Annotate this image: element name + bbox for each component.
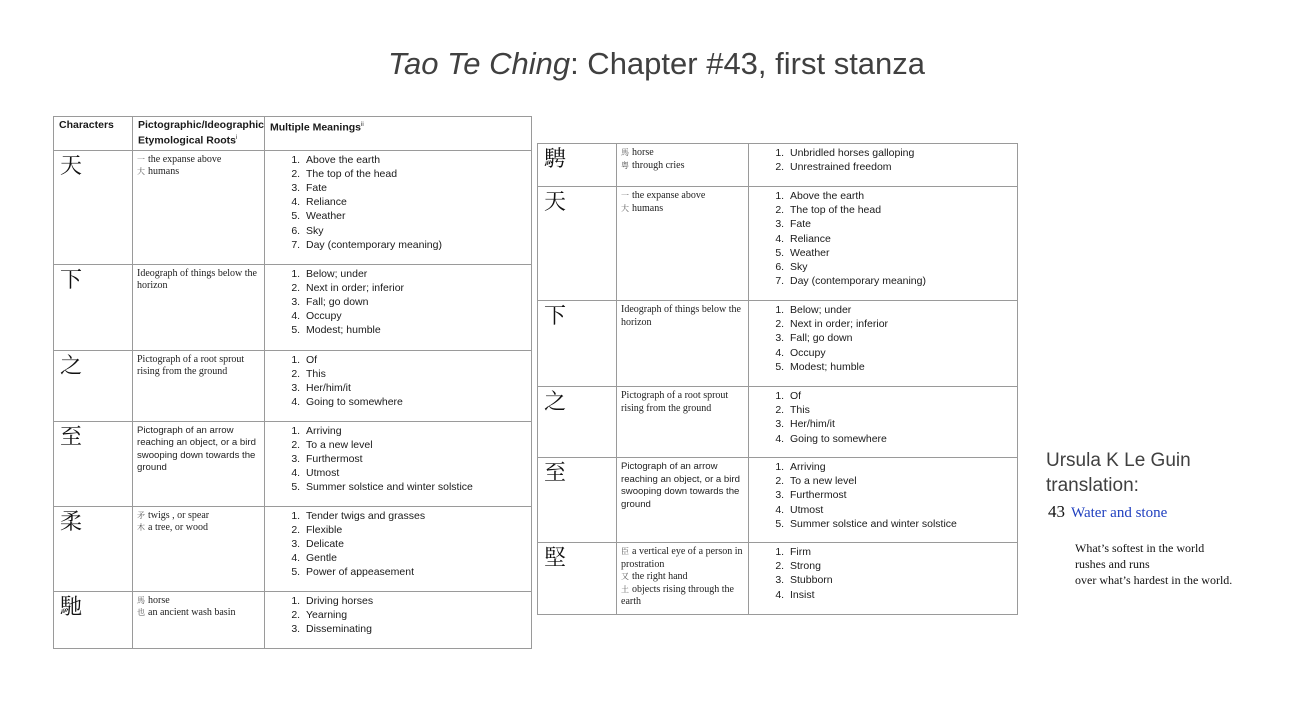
character-cell: 至 [54,421,133,506]
radical-glyph: 臣 [621,547,629,556]
radical-glyph: 一 [621,191,629,200]
table-row [538,458,1018,543]
meaning-item: 2. The top of the head [303,167,531,181]
meanings-list [769,460,1017,531]
etymology-cell [133,350,265,421]
meaning-item: 4. Going to somewhere [787,432,1017,446]
header-roots-note: i [236,135,238,141]
radical-glyph: 土 [621,584,629,594]
etymology-line [137,354,260,379]
table-row [538,387,1018,458]
etymology-cell [617,458,749,543]
character-cell: 之 [538,387,617,458]
etymology-line [621,571,744,584]
radical-glyph: 粤 [621,160,629,170]
meaning-item: 5. Summer solstice and winter solstice [303,480,531,494]
poem-line: What’s softest in the world [1075,541,1205,555]
table-row [54,350,532,421]
character-cell: 騁 [538,144,617,187]
meanings-cell [749,144,1018,187]
table-row [538,301,1018,387]
etymology-cell [617,144,749,187]
meaning-item: 5. Power of appeasement [303,565,531,579]
meanings-cell [749,301,1018,387]
radical-glyph: 馬 [621,148,629,157]
table-row [54,591,532,648]
table-row [54,150,532,264]
poem-heading [1048,502,1167,522]
etymology-line [137,268,260,293]
title-rest: : Chapter #43, first stanza [570,46,926,81]
meanings-list [285,267,531,338]
meanings-list [769,146,1017,174]
meaning-item: 4. Gentle [303,551,531,565]
etymology-line [621,461,744,511]
meaning-item: 2. To a new level [787,474,1017,488]
translation-label-line1: Ursula K Le Guin [1046,450,1191,471]
meaning-item: 1. Of [303,353,531,367]
etymology-line [621,203,744,216]
meaning-item: 2. The top of the head [787,203,1017,217]
etymology-text: humans [632,202,664,214]
meaning-item: 3. Fate [303,181,531,195]
etymology-cell [617,301,749,387]
etymology-line [621,390,744,415]
etymology-text: Pictograph of an arrow reaching an object, or a bird swooping down towards the ground [137,424,256,473]
table-row [54,421,532,506]
radical-glyph: 又 [621,572,629,581]
etymology-text: Pictograph of a root sprout rising from the ground [621,390,729,414]
character-cell: 天 [54,150,133,264]
character-table-right [537,143,1018,615]
meaning-item: 2. To a new level [303,438,531,452]
etymology-cell [617,187,749,301]
radical-glyph: 矛 [137,510,145,520]
meaning-item: 3. Disseminating [303,622,531,636]
etymology-text: objects rising through the earth [621,583,734,607]
etymology-cell [617,387,749,458]
translation-label-line2: translation: [1046,475,1139,496]
etymology-text: Ideograph of things below the horizon [137,267,257,291]
meanings-cell [265,506,532,591]
meaning-item: 1. Arriving [787,460,1017,474]
meaning-item: 4. Reliance [787,232,1017,246]
etymology-line [137,425,260,475]
etymology-text: a vertical eye of a person in prostration [621,546,743,570]
meaning-item: 1. Driving horses [303,594,531,608]
meanings-list [769,303,1017,374]
meaning-item: 4. Insist [787,588,1017,602]
etymology-text: Pictograph of a root sprout rising from the ground [137,353,245,377]
etymology-line [621,147,744,160]
title-italic: Tao Te Ching [387,46,571,81]
meaning-item: 1. Firm [787,545,1017,559]
poem-line: rushes and runs [1075,557,1150,571]
meaning-item: 3. Her/him/it [303,381,531,395]
poem-line: over what’s hardest in the world. [1075,573,1233,587]
meanings-cell [265,264,532,350]
meanings-list [285,424,531,495]
poem-number: 43 [1048,502,1065,521]
radical-glyph: 馬 [137,595,145,605]
header-meanings-label: Multiple Meanings [270,121,362,134]
table-row [538,187,1018,301]
table-right-body [538,144,1018,615]
etymology-line [137,595,260,608]
table-row [54,264,532,350]
table-row [538,543,1018,615]
meanings-cell [265,350,532,421]
meaning-item: 7. Day (contemporary meaning) [303,238,531,252]
meaning-item: 2. Flexible [303,523,531,537]
meaning-item: 1. Above the earth [303,153,531,167]
etymology-cell [133,506,265,591]
meaning-item: 1. Arriving [303,424,531,438]
meanings-cell [749,387,1018,458]
etymology-line [137,510,260,523]
etymology-line [621,584,744,609]
etymology-cell [133,591,265,648]
radical-glyph: 大 [621,203,629,213]
character-cell: 至 [538,458,617,543]
meaning-item: 4. Occupy [787,346,1017,360]
meaning-item: 2. Next in order; inferior [303,281,531,295]
etymology-text: Pictograph of an arrow reaching an object, or a bird swooping down towards the ground [621,461,740,510]
meanings-list [285,153,531,252]
etymology-text: humans [148,166,180,177]
table-left-body [54,150,532,648]
meaning-item: 2. Strong [787,559,1017,573]
character-cell: 馳 [54,591,133,648]
meaning-item: 3. Fall; go down [303,295,531,309]
etymology-cell [133,150,265,264]
meanings-cell [749,543,1018,615]
etymology-line [137,154,260,167]
meaning-item: 1. Below; under [787,303,1017,317]
meaning-item: 3. Fall; go down [787,331,1017,345]
etymology-line [621,546,744,571]
character-cell: 天 [538,187,617,301]
etymology-cell [133,264,265,350]
meanings-cell [265,150,532,264]
meanings-list [285,353,531,410]
meaning-item: 1. Tender twigs and grasses [303,509,531,523]
meaning-item: 5. Weather [303,209,531,223]
meaning-item: 4. Occupy [303,309,531,323]
meaning-item: 4. Utmost [303,466,531,480]
meaning-item: 2. Next in order; inferior [787,317,1017,331]
meaning-item: 3. Delicate [303,537,531,551]
meaning-item: 6. Sky [787,260,1017,274]
etymology-text: the expanse above [632,190,706,201]
radical-glyph: 也 [137,608,145,617]
meanings-list [769,545,1017,602]
header-characters: Characters [54,117,133,151]
etymology-text: twigs , or spear [148,509,210,521]
etymology-line [137,522,260,535]
etymology-text: Ideograph of things below the horizon [621,304,741,328]
character-cell: 堅 [538,543,617,615]
meaning-item: 1. Of [787,389,1017,403]
meanings-list [285,509,531,580]
table-row [538,144,1018,187]
character-cell: 柔 [54,506,133,591]
etymology-text: horse [632,147,654,158]
header-meanings-note: ii [361,122,364,128]
etymology-cell [133,421,265,506]
meanings-cell [265,591,532,648]
etymology-text: the expanse above [148,153,222,165]
character-cell: 之 [54,350,133,421]
meanings-list [769,389,1017,446]
etymology-line [137,607,260,620]
meaning-item: 2. This [303,367,531,381]
meanings-cell [749,187,1018,301]
radical-glyph: 木 [137,523,145,532]
meaning-item: 5. Summer solstice and winter solstice [787,517,1017,531]
meaning-item: 3. Furthermost [303,452,531,466]
etymology-cell [617,543,749,615]
etymology-line [621,160,744,173]
poem-title: Water and stone [1071,505,1168,521]
meanings-cell [749,458,1018,543]
meaning-item: 3. Fate [787,217,1017,231]
meanings-list [285,594,531,637]
header-roots [133,117,265,151]
radical-glyph: 大 [137,167,145,176]
meaning-item: 1. Above the earth [787,189,1017,203]
poem-text [1075,540,1232,588]
meaning-item: 5. Modest; humble [787,360,1017,374]
etymology-text: a tree, or wood [148,522,208,533]
character-cell: 下 [538,301,617,387]
etymology-text: horse [148,594,170,606]
table-row [54,506,532,591]
etymology-line [621,304,744,329]
meaning-item: 5. Weather [787,246,1017,260]
etymology-line [621,190,744,203]
meaning-item: 6. Sky [303,224,531,238]
etymology-text: an ancient wash basin [148,607,236,618]
meaning-item: 1. Below; under [303,267,531,281]
slide-title [0,46,1296,82]
meaning-item: 7. Day (contemporary meaning) [787,274,1017,288]
character-table-left [53,116,532,649]
meaning-item: 4. Going to somewhere [303,395,531,409]
meaning-item: 1. Unbridled horses galloping [787,146,1017,160]
meanings-list [769,189,1017,288]
header-roots-label: Pictographic/Ideographic Etymological Roots [138,119,265,147]
meaning-item: 2. Unrestrained freedom [787,160,1017,174]
etymology-line [137,166,260,179]
meaning-item: 5. Modest; humble [303,323,531,337]
meaning-item: 4. Reliance [303,195,531,209]
header-meanings [265,117,532,151]
character-cell: 下 [54,264,133,350]
meaning-item: 4. Utmost [787,503,1017,517]
meaning-item: 2. Yearning [303,608,531,622]
etymology-text: the right hand [632,571,688,582]
meaning-item: 2. This [787,403,1017,417]
translation-label [1046,448,1191,498]
radical-glyph: 一 [137,154,145,164]
meaning-item: 3. Furthermost [787,488,1017,502]
meanings-cell [265,421,532,506]
meaning-item: 3. Her/him/it [787,417,1017,431]
etymology-text: through cries [632,159,685,171]
meaning-item: 3. Stubborn [787,573,1017,587]
